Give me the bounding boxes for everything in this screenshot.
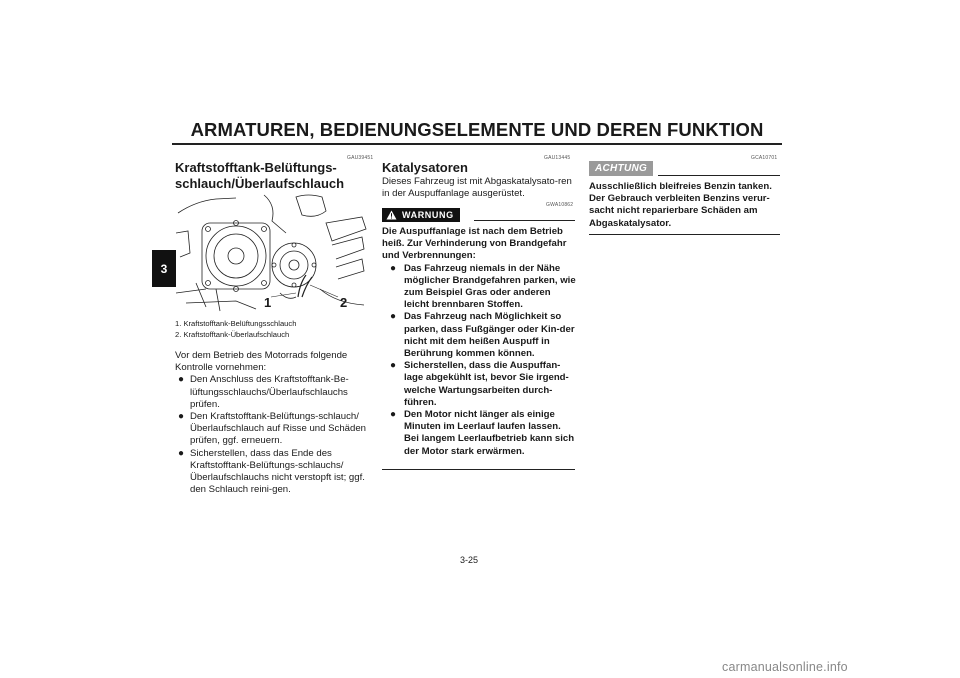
list-item: ● Das Fahrzeug nach Möglichkeit so parken, dass Fußgänger oder Kin-der nicht mit dem heißen Auspuff in Berührung kommen können. <box>390 311 575 360</box>
section-code: GAU13445 <box>544 155 571 161</box>
list-item: ● Sicherstellen, dass das Ende des Kraftstofftank-Belüftungs-schlauchs/Überlaufschlauchs nicht verstopft ist; ggf. den Schlauch reini-gen. <box>178 447 365 496</box>
warning-top-rule <box>474 220 575 221</box>
watermark: carmanualsonline.info <box>722 660 848 674</box>
warning-label-box <box>382 208 460 222</box>
list-item: ● Den Kraftstofftank-Belüftungs-schlauch/Überlaufschlauch auf Risse und Schäden prüfen, ggf. erneuern. <box>178 411 366 447</box>
caution-label: ACHTUNG <box>589 161 653 176</box>
caution-top-rule <box>658 175 780 176</box>
page-number: 3-25 <box>460 555 479 565</box>
bullet-icon: ● <box>178 447 185 459</box>
section-code: GAU39451 <box>347 155 374 161</box>
vent-hose-intro: Vor dem Betrieb des Motorrads folgende Kontrolle vornehmen: <box>175 350 348 374</box>
caution-bottom-rule <box>589 234 780 235</box>
caution-body: Ausschließlich bleifreies Benzin tanken. Der Gebrauch verbleiten Benzins verur-sacht nicht reparierbare Schäden am Abgaskatalysator. <box>589 181 772 229</box>
list-item: ● Sicherstellen, dass die Auspuffan-lage abgekühlt ist, bevor Sie irgend-welche Wartungsarbeiten durch-führen. <box>390 360 569 408</box>
section-heading-vent-hose: Kraftstofftank-Belüftungs-schlauch/Überlaufschlauch <box>175 160 345 191</box>
vent-hose-body <box>175 350 370 496</box>
caution-banner <box>589 161 653 176</box>
bullet-icon: ● <box>178 411 185 423</box>
warning-body <box>382 226 577 458</box>
catalyst-text: Dieses Fahrzeug ist mit Abgaskatalysato-ren in der Auspuffanlage ausgerüstet. <box>382 176 572 200</box>
bullet-icon: ● <box>390 360 397 372</box>
section-heading-catalysts: Katalysatoren <box>382 160 468 175</box>
callout-1: 1 <box>264 295 272 310</box>
bullet-icon: ● <box>390 409 397 421</box>
header-rule <box>172 143 782 145</box>
warning-label: WARNUNG <box>402 210 454 220</box>
page-header-title: ARMATUREN, BEDIENUNGSELEMENTE UND DEREN FUNKTION <box>190 119 764 140</box>
figure-caption-2: 2. Kraftstofftank-Überlaufschlauch <box>175 330 290 339</box>
engine-illustration <box>176 193 368 315</box>
figure-caption-list <box>175 318 296 340</box>
list-item: ● Das Fahrzeug niemals in der Nähe möglicher Brandgefahren parken, wie zum Beispiel Gras oder anderen leicht brennbaren Stoffen. <box>390 262 576 311</box>
list-item: ● Den Motor nicht länger als einige Minuten im Leerlauf laufen lassen. Bei langem Leerlaufbetrieb kann sich der Motor stark erwärmen. <box>390 409 575 457</box>
callout-2: 2 <box>340 295 348 310</box>
chapter-tab: 3 <box>152 250 176 287</box>
warning-code: GWA10862 <box>546 202 574 208</box>
warning-triangle-icon <box>386 210 397 220</box>
warning-banner <box>382 208 460 222</box>
list-item: ● Den Anschluss des Kraftstofftank-Be-lüftungsschlauchs/Überlaufschlauchs prüfen. <box>178 374 349 410</box>
bullet-icon: ● <box>390 262 397 274</box>
warning-bottom-rule <box>382 469 575 470</box>
warning-intro: Die Auspuffanlage ist nach dem Betrieb heiß. Zur Verhinderung von Brandgefahr und Verbrennungen: <box>382 226 567 262</box>
bullet-icon: ● <box>390 311 397 323</box>
figure-caption-1: 1. Kraftstofftank-Belüftungsschlauch <box>175 319 297 328</box>
bullet-icon: ● <box>178 374 185 386</box>
caution-code: GCA10701 <box>751 155 778 161</box>
